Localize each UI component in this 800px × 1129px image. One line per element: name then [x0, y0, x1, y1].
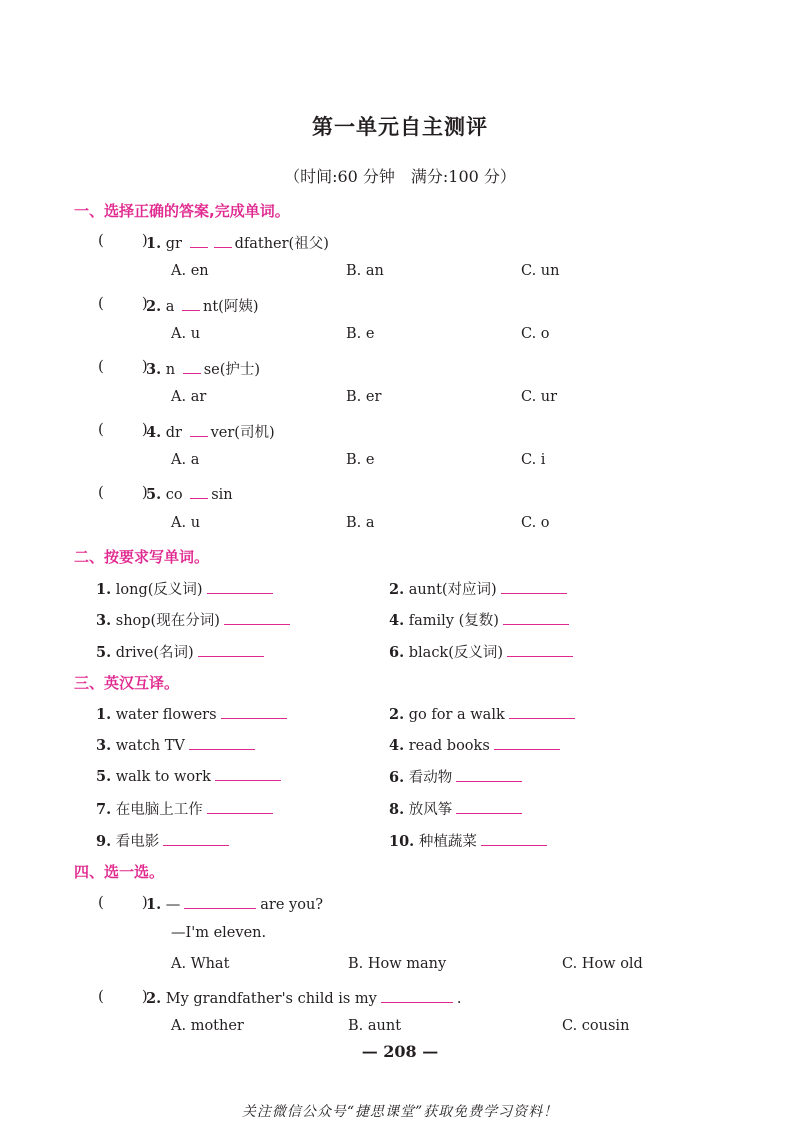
answer-line[interactable] — [481, 831, 547, 846]
question-text: 1. gr dfather(祖父) — [146, 235, 329, 252]
question-text: 5. co sin — [146, 486, 233, 503]
section-3-heading: 三、英汉互译。 — [74, 674, 180, 692]
translate-item: 4. read books — [389, 735, 560, 754]
answer-line[interactable] — [163, 831, 229, 846]
option-b[interactable]: B. er — [346, 389, 382, 405]
word-item: 3. shop(现在分词) — [96, 609, 290, 630]
answer-line[interactable] — [507, 642, 573, 657]
option-c[interactable]: C. un — [521, 263, 560, 279]
option-a[interactable]: A. a — [171, 452, 200, 468]
answer-paren[interactable]: ( ) — [98, 987, 148, 1005]
option-a[interactable]: A. ar — [171, 389, 207, 405]
answer-line[interactable] — [501, 579, 567, 594]
answer-paren[interactable]: ( ) — [98, 231, 148, 249]
section-1-heading: 一、选择正确的答案,完成单词。 — [74, 202, 290, 220]
answer-paren[interactable]: ( ) — [98, 420, 148, 438]
answer-line[interactable] — [189, 735, 255, 750]
answer-line[interactable] — [503, 610, 569, 625]
option-b[interactable]: B. aunt — [348, 1018, 402, 1034]
answer-line[interactable] — [509, 704, 575, 719]
letter-blank[interactable] — [190, 484, 208, 499]
answer-line[interactable] — [207, 799, 273, 814]
answer-line[interactable] — [221, 704, 287, 719]
option-c[interactable]: C. i — [521, 452, 546, 468]
option-b[interactable]: B. e — [346, 326, 375, 342]
answer-line[interactable] — [456, 799, 522, 814]
translate-item: 8. 放风筝 — [389, 798, 522, 819]
section-2-heading: 二、按要求写单词。 — [74, 548, 210, 566]
option-c[interactable]: C. o — [521, 326, 550, 342]
page-number: — 208 — — [361, 1042, 439, 1061]
translate-item: 1. water flowers — [96, 704, 287, 723]
letter-blank[interactable] — [190, 422, 208, 437]
letter-blank[interactable] — [183, 359, 201, 374]
answer-paren[interactable]: ( ) — [98, 357, 148, 375]
word-item: 1. long(反义词) — [96, 578, 273, 599]
option-a[interactable]: A. u — [171, 515, 201, 531]
answer-line[interactable] — [215, 766, 281, 781]
answer-paren[interactable]: ( ) — [98, 483, 148, 501]
translate-item: 6. 看动物 — [389, 766, 522, 787]
option-b[interactable]: B. How many — [348, 956, 447, 972]
question-text: 4. dr ver(司机) — [146, 424, 275, 441]
question-text: 2. My grandfather's child is my . — [146, 990, 462, 1007]
option-b[interactable]: B. a — [346, 515, 375, 531]
question-text: 3. n se(护士) — [146, 361, 261, 378]
question-text: 2. a nt(阿姨) — [146, 298, 259, 315]
section-4-heading: 四、选一选。 — [74, 863, 165, 881]
translate-item: 5. walk to work — [96, 766, 281, 785]
option-c[interactable]: C. ur — [521, 389, 558, 405]
option-a[interactable]: A. mother — [171, 1018, 244, 1034]
translate-item: 10. 种植蔬菜 — [389, 830, 547, 851]
translate-item: 7. 在电脑上工作 — [96, 798, 273, 819]
answer-line-text: —I'm eleven. — [171, 925, 267, 941]
option-a[interactable]: A. en — [171, 263, 209, 279]
letter-blank[interactable] — [214, 233, 232, 248]
word-item: 5. drive(名词) — [96, 641, 264, 662]
page-subtitle: （时间:60 分钟 满分:100 分） — [284, 167, 516, 186]
answer-line[interactable] — [224, 610, 290, 625]
letter-blank[interactable] — [190, 233, 208, 248]
answer-line[interactable] — [456, 767, 522, 782]
option-c[interactable]: C. cousin — [562, 1018, 630, 1034]
option-a[interactable]: A. What — [171, 956, 230, 972]
answer-paren[interactable]: ( ) — [98, 893, 148, 911]
answer-paren[interactable]: ( ) — [98, 294, 148, 312]
option-b[interactable]: B. an — [346, 263, 384, 279]
option-c[interactable]: C. o — [521, 515, 550, 531]
word-item: 4. family (复数) — [389, 609, 569, 630]
answer-line[interactable] — [381, 988, 453, 1003]
word-item: 6. black(反义词) — [389, 641, 573, 662]
answer-line[interactable] — [198, 642, 264, 657]
word-item: 2. aunt(对应词) — [389, 578, 567, 599]
page-title: 第一单元自主测评 — [312, 115, 488, 139]
translate-item: 9. 看电影 — [96, 830, 229, 851]
translate-item: 3. watch TV — [96, 735, 255, 754]
translate-item: 2. go for a walk — [389, 704, 575, 723]
letter-blank[interactable] — [182, 296, 200, 311]
answer-line[interactable] — [207, 579, 273, 594]
option-a[interactable]: A. u — [171, 326, 201, 342]
answer-line[interactable] — [494, 735, 560, 750]
option-b[interactable]: B. e — [346, 452, 375, 468]
answer-line[interactable] — [184, 894, 256, 909]
watermark-text: 关注微信公众号“捷思课堂”获取免费学习资料！ — [241, 1104, 559, 1120]
question-text: 1. — are you? — [146, 896, 324, 913]
option-c[interactable]: C. How old — [562, 956, 643, 972]
